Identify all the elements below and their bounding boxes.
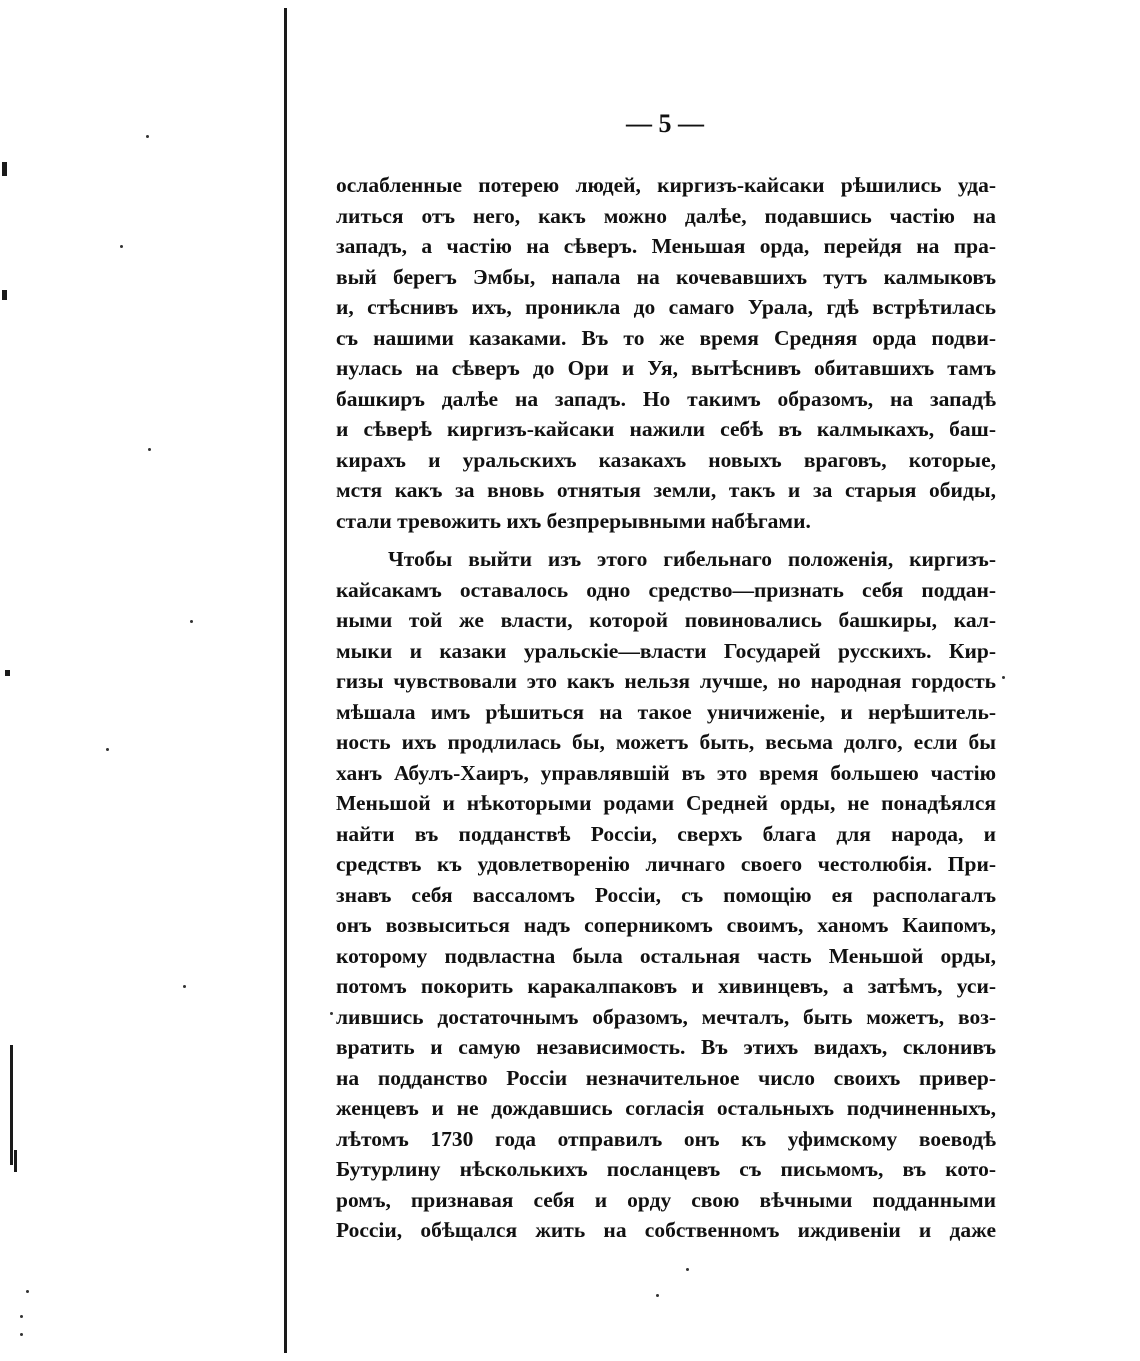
text-line: потомъ покорить каракалпаковъ и хивинцевъ, а затѣмъ, уси-: [336, 974, 996, 998]
text-line: онъ возвыситься надъ соперникомъ своимъ, ханомъ Каипомъ,: [336, 913, 996, 937]
text-line: гизы чувствовали это какъ нельзя лучше, но народная гордость: [336, 669, 996, 693]
text-line: кирахъ и уральскихъ казакахъ новыхъ враговъ, которые,: [336, 447, 996, 472]
text-line: мыки и казаки уральскіе—власти Государей русскихъ. Кир-: [336, 638, 996, 663]
text-line: вратить и самую независимость. Въ этихъ видахъ, склонивъ: [336, 1035, 996, 1059]
scan-speck: [120, 245, 123, 248]
text-line: ханъ Абулъ-Хаиръ, управлявшій въ это время большею частію: [336, 760, 996, 785]
scan-edge-mark: [14, 1150, 17, 1172]
scan-speck: [1002, 676, 1005, 679]
scan-speck: [148, 448, 151, 451]
scan-speck: [190, 620, 193, 623]
text-line: знавъ себя вассаломъ Россіи, съ помощію ея располагалъ: [336, 882, 996, 907]
text-line: ослабленные потерею людей, киргизъ-кайсаки рѣшились уда-: [336, 173, 996, 197]
text-line: ность ихъ продлилась бы, можетъ быть, весьма долго, если бы: [336, 730, 996, 754]
body-text: [336, 170, 996, 1246]
text-line: лѣтомъ 1730 года отправилъ онъ къ уфимскому воеводѣ: [336, 1126, 996, 1151]
text-line: средствъ къ удовлетворенію личнаго своего честолюбія. При-: [336, 852, 996, 876]
text-line: которому подвластна была остальная часть Меньшой орды,: [336, 943, 996, 968]
text-line: вый берегъ Эмбы, напала на кочевавшихъ тутъ калмыковъ: [336, 264, 996, 289]
text-line: найти въ подданствѣ Россіи, сверхъ блага для народа, и: [336, 821, 996, 846]
text-line: Бутурлину нѣсколькихъ посланцевъ съ письмомъ, въ кото-: [336, 1157, 996, 1181]
scan-speck: [20, 1333, 23, 1336]
scan-speck: [686, 1268, 689, 1271]
scan-speck: [656, 1294, 659, 1297]
binding-gutter-line: [284, 8, 287, 1353]
text-line: Чтобы выйти изъ этого гибельнаго положенія, киргизъ-: [388, 547, 996, 571]
text-line: и сѣверѣ киргизъ-кайсаки нажили себѣ въ калмыкахъ, баш-: [336, 417, 996, 441]
scan-edge-mark: [10, 1045, 13, 1165]
scan-speck: [146, 135, 149, 138]
text-line: женцевъ и не дождавшись согласія остальныхъ подчиненныхъ,: [336, 1096, 996, 1120]
scan-edge-mark: [5, 670, 10, 676]
paragraph: [336, 544, 996, 1246]
text-line: Россіи, обѣщался жить на собственномъ иждивеніи и даже: [336, 1218, 996, 1242]
paragraph: [336, 170, 996, 536]
text-line: и, стѣснивъ ихъ, проникла до самаго Урала, гдѣ встрѣтилась: [336, 295, 996, 319]
text-line: западъ, а частію на сѣверъ. Меньшая орда, перейдя на пра-: [336, 234, 996, 258]
scan-edge-mark: [2, 162, 7, 176]
text-line: стали тревожить ихъ безпрерывными набѣгами.: [336, 508, 811, 533]
page-number: — 5 —: [626, 109, 704, 138]
text-line: съ нашими казаками. Въ то же время Средняя орда подви-: [336, 325, 996, 350]
scan-speck: [20, 1315, 23, 1318]
text-line: мстя какъ за вновь отнятыя земли, такъ и за старыя обиды,: [336, 478, 996, 502]
text-line: кайсакамъ оставалось одно средство—признать себя поддан-: [336, 577, 996, 602]
text-line: на подданство Россіи незначительное число своихъ привер-: [336, 1065, 996, 1090]
text-line: ными той же власти, которой повиновались башкиры, кал-: [336, 608, 996, 632]
text-line: ромъ, признавая себя и орду свою вѣчными подданными: [336, 1187, 996, 1212]
scan-speck: [183, 985, 186, 988]
scan-speck: [330, 1012, 333, 1015]
scan-edge-mark: [2, 290, 7, 300]
text-line: мѣшала имъ рѣшиться на такое уничиженіе, и нерѣшитель-: [336, 699, 996, 724]
paragraph-gap: [336, 536, 996, 544]
scan-speck: [26, 1290, 29, 1293]
text-line: башкиръ далѣе на западъ. Но такимъ образомъ, на западѣ: [336, 386, 996, 411]
text-line: Меньшой и нѣкоторыми родами Средней орды, не понадѣялся: [336, 791, 996, 815]
text-line: лившись достаточнымъ образомъ, мечталъ, быть можетъ, воз-: [336, 1004, 996, 1029]
scan-speck: [106, 748, 109, 751]
text-line: литься отъ него, какъ можно далѣе, подавшись частію на: [336, 203, 996, 228]
text-line: нулась на сѣверъ до Ори и Уя, вытѣснивъ обитавшихъ тамъ: [336, 356, 996, 380]
